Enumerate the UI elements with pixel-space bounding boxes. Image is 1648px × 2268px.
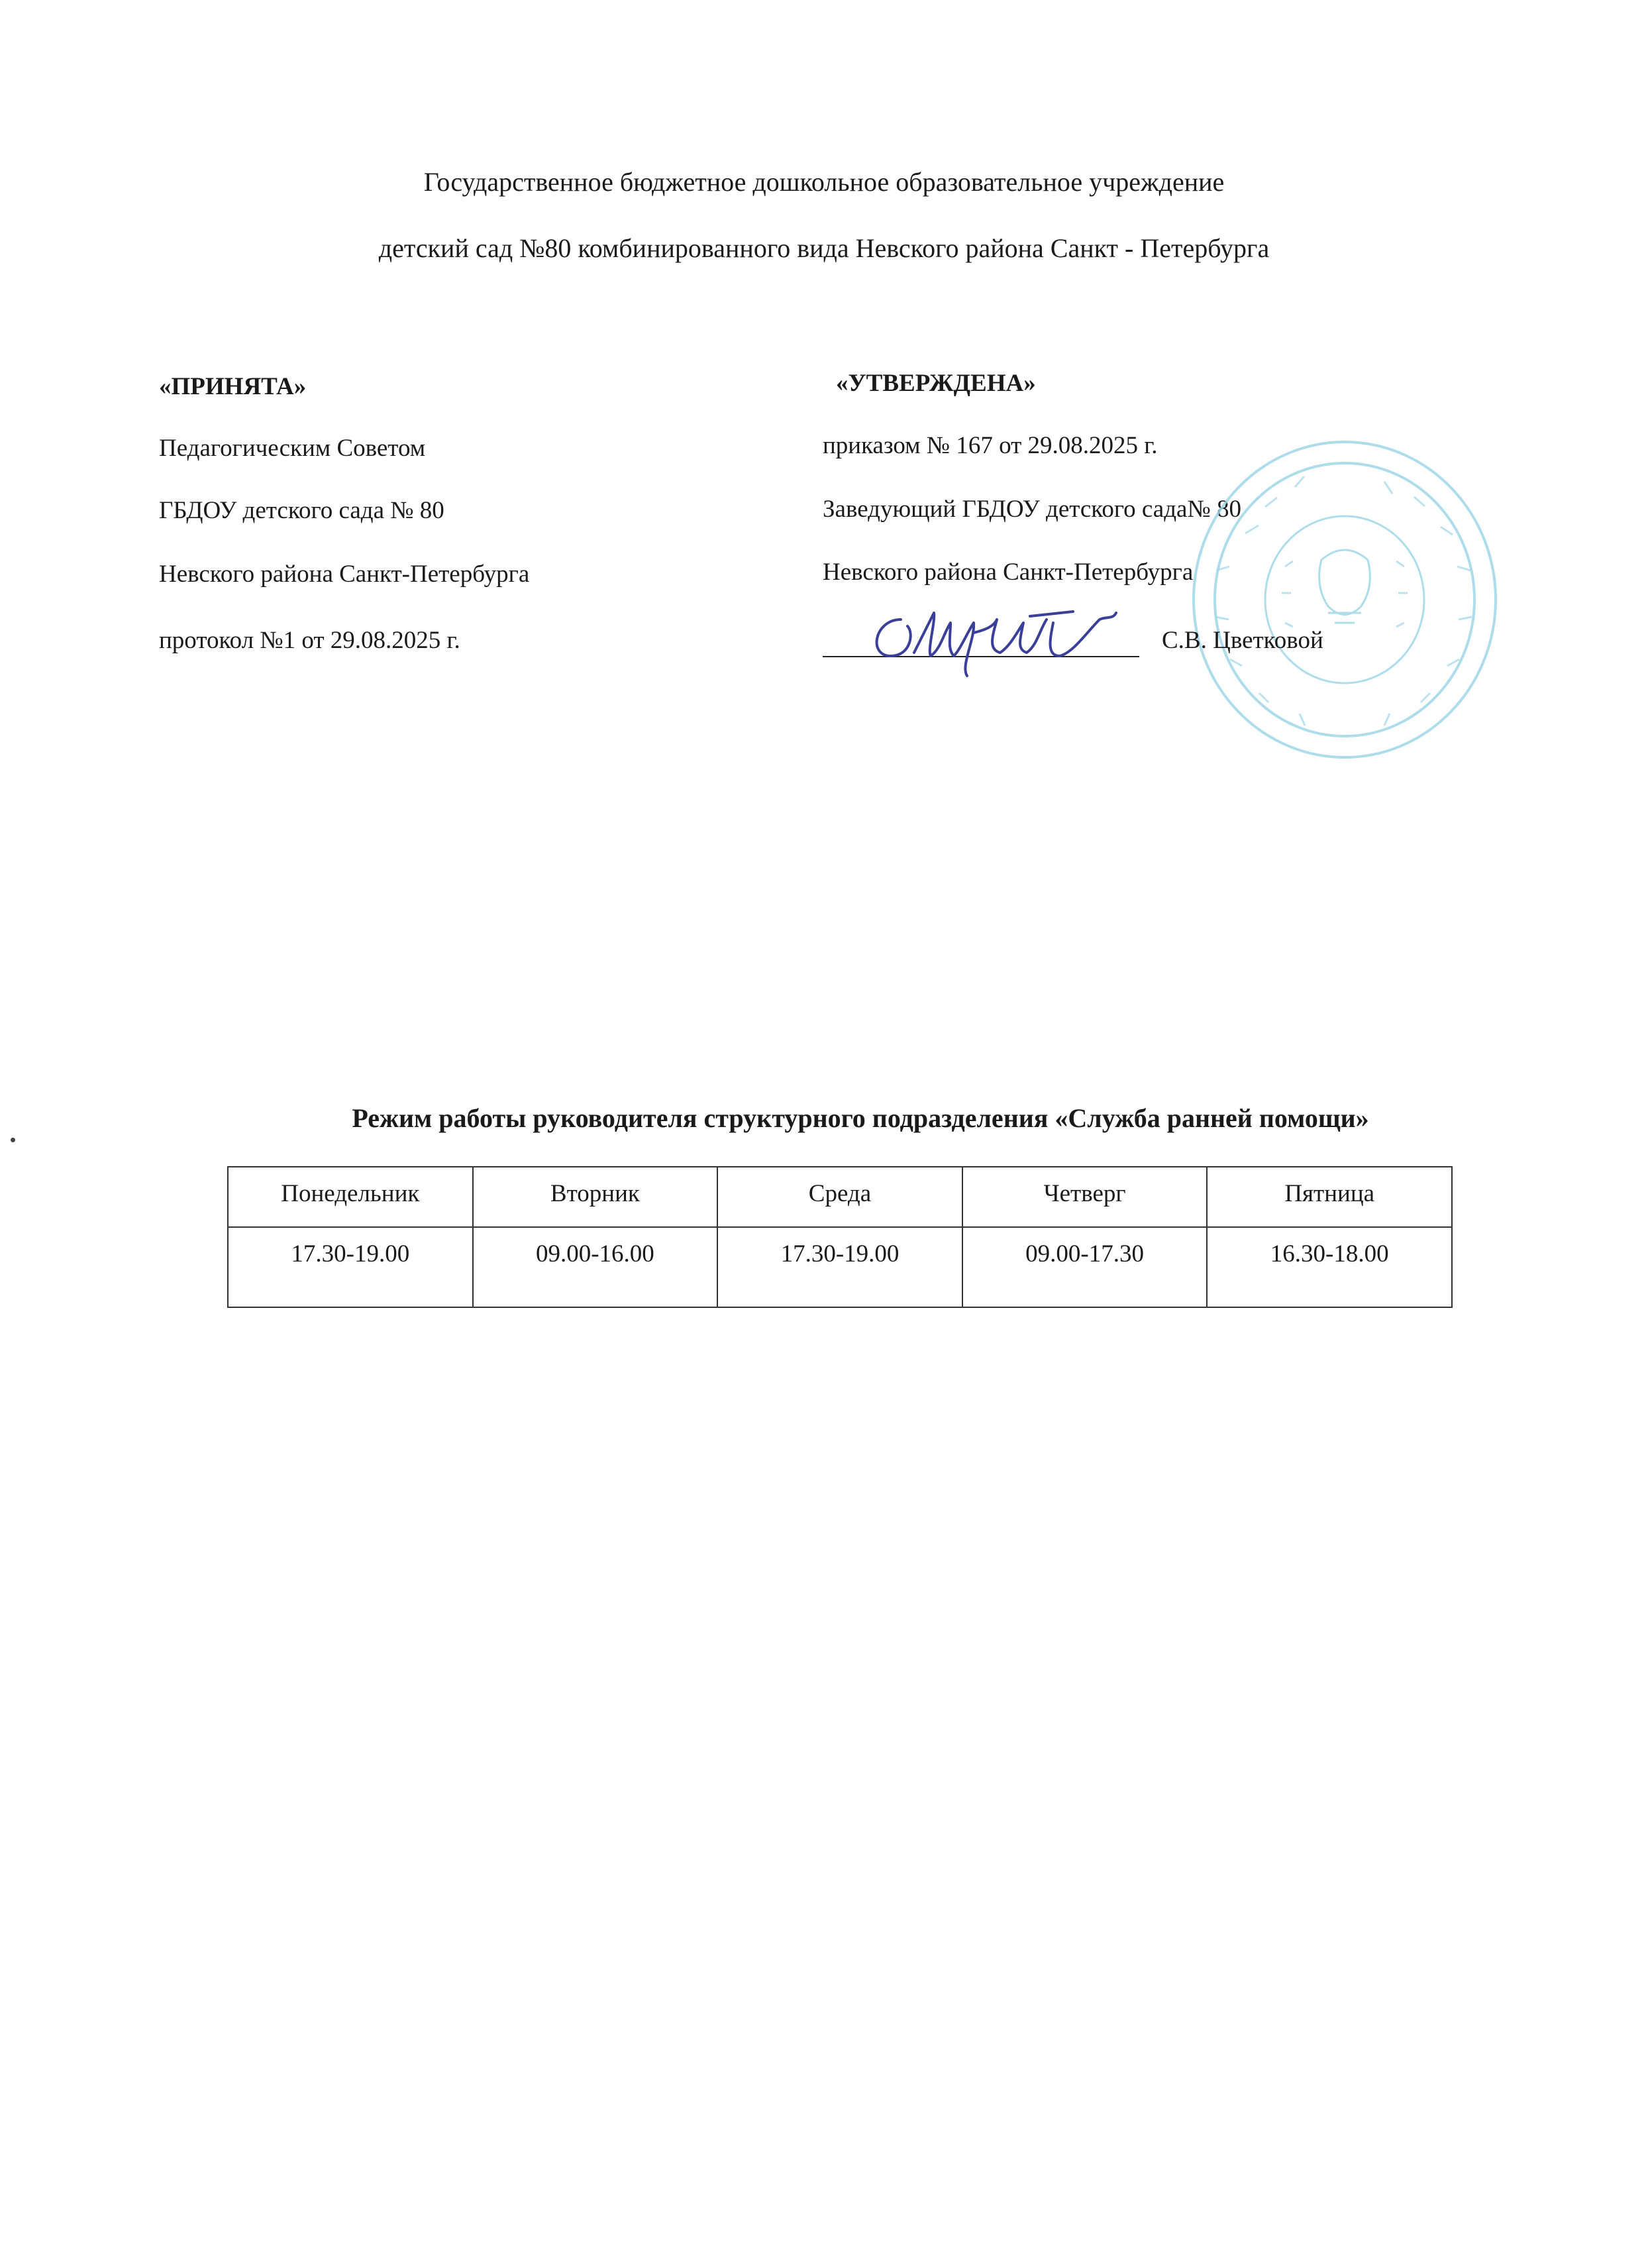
signer-name: С.В. Цветковой <box>1162 627 1323 654</box>
official-stamp <box>1186 434 1504 765</box>
institution-name-line2: детский сад №80 комбинированного вида Невского района Санкт - Петербурга <box>378 233 1270 263</box>
day-tuesday: Вторник <box>473 1167 718 1227</box>
accepted-line-2: ГБДОУ детского сада № 80 <box>159 497 444 524</box>
accepted-line-1: Педагогическим Советом <box>159 435 426 462</box>
accepted-line-4: протокол №1 от 29.08.2025 г. <box>159 627 460 654</box>
approved-line-3: Невского района Санкт-Петербурга <box>823 559 1194 586</box>
hours-friday: 16.30-18.00 <box>1207 1227 1452 1307</box>
day-monday: Понедельник <box>228 1167 473 1227</box>
accepted-heading: «ПРИНЯТА» <box>159 373 307 400</box>
scan-dot <box>11 1138 15 1142</box>
approved-line-2: Заведующий ГБДОУ детского сада№ 80 <box>823 496 1241 523</box>
hours-tuesday: 09.00-16.00 <box>473 1227 718 1307</box>
approved-heading: «УТВЕРЖДЕНА» <box>836 370 1036 397</box>
approved-line-1: приказом № 167 от 29.08.2025 г. <box>823 432 1158 459</box>
accepted-line-3: Невского района Санкт-Петербурга <box>159 561 530 588</box>
hours-monday: 17.30-19.00 <box>228 1227 473 1307</box>
institution-name-line1: Государственное бюджетное дошкольное образовательное учреждение <box>423 167 1225 197</box>
hours-wednesday: 17.30-19.00 <box>717 1227 962 1307</box>
day-wednesday: Среда <box>717 1167 962 1227</box>
table-header-row <box>228 1167 1452 1227</box>
hours-thursday: 09.00-17.30 <box>962 1227 1208 1307</box>
handwritten-signature <box>861 593 1139 679</box>
day-friday: Пятница <box>1207 1167 1452 1227</box>
day-thursday: Четверг <box>962 1167 1208 1227</box>
table-row <box>228 1227 1452 1307</box>
schedule-table <box>227 1166 1453 1308</box>
schedule-title: Режим работы руководителя структурного подразделения «Служба ранней помощи» <box>352 1103 1369 1133</box>
